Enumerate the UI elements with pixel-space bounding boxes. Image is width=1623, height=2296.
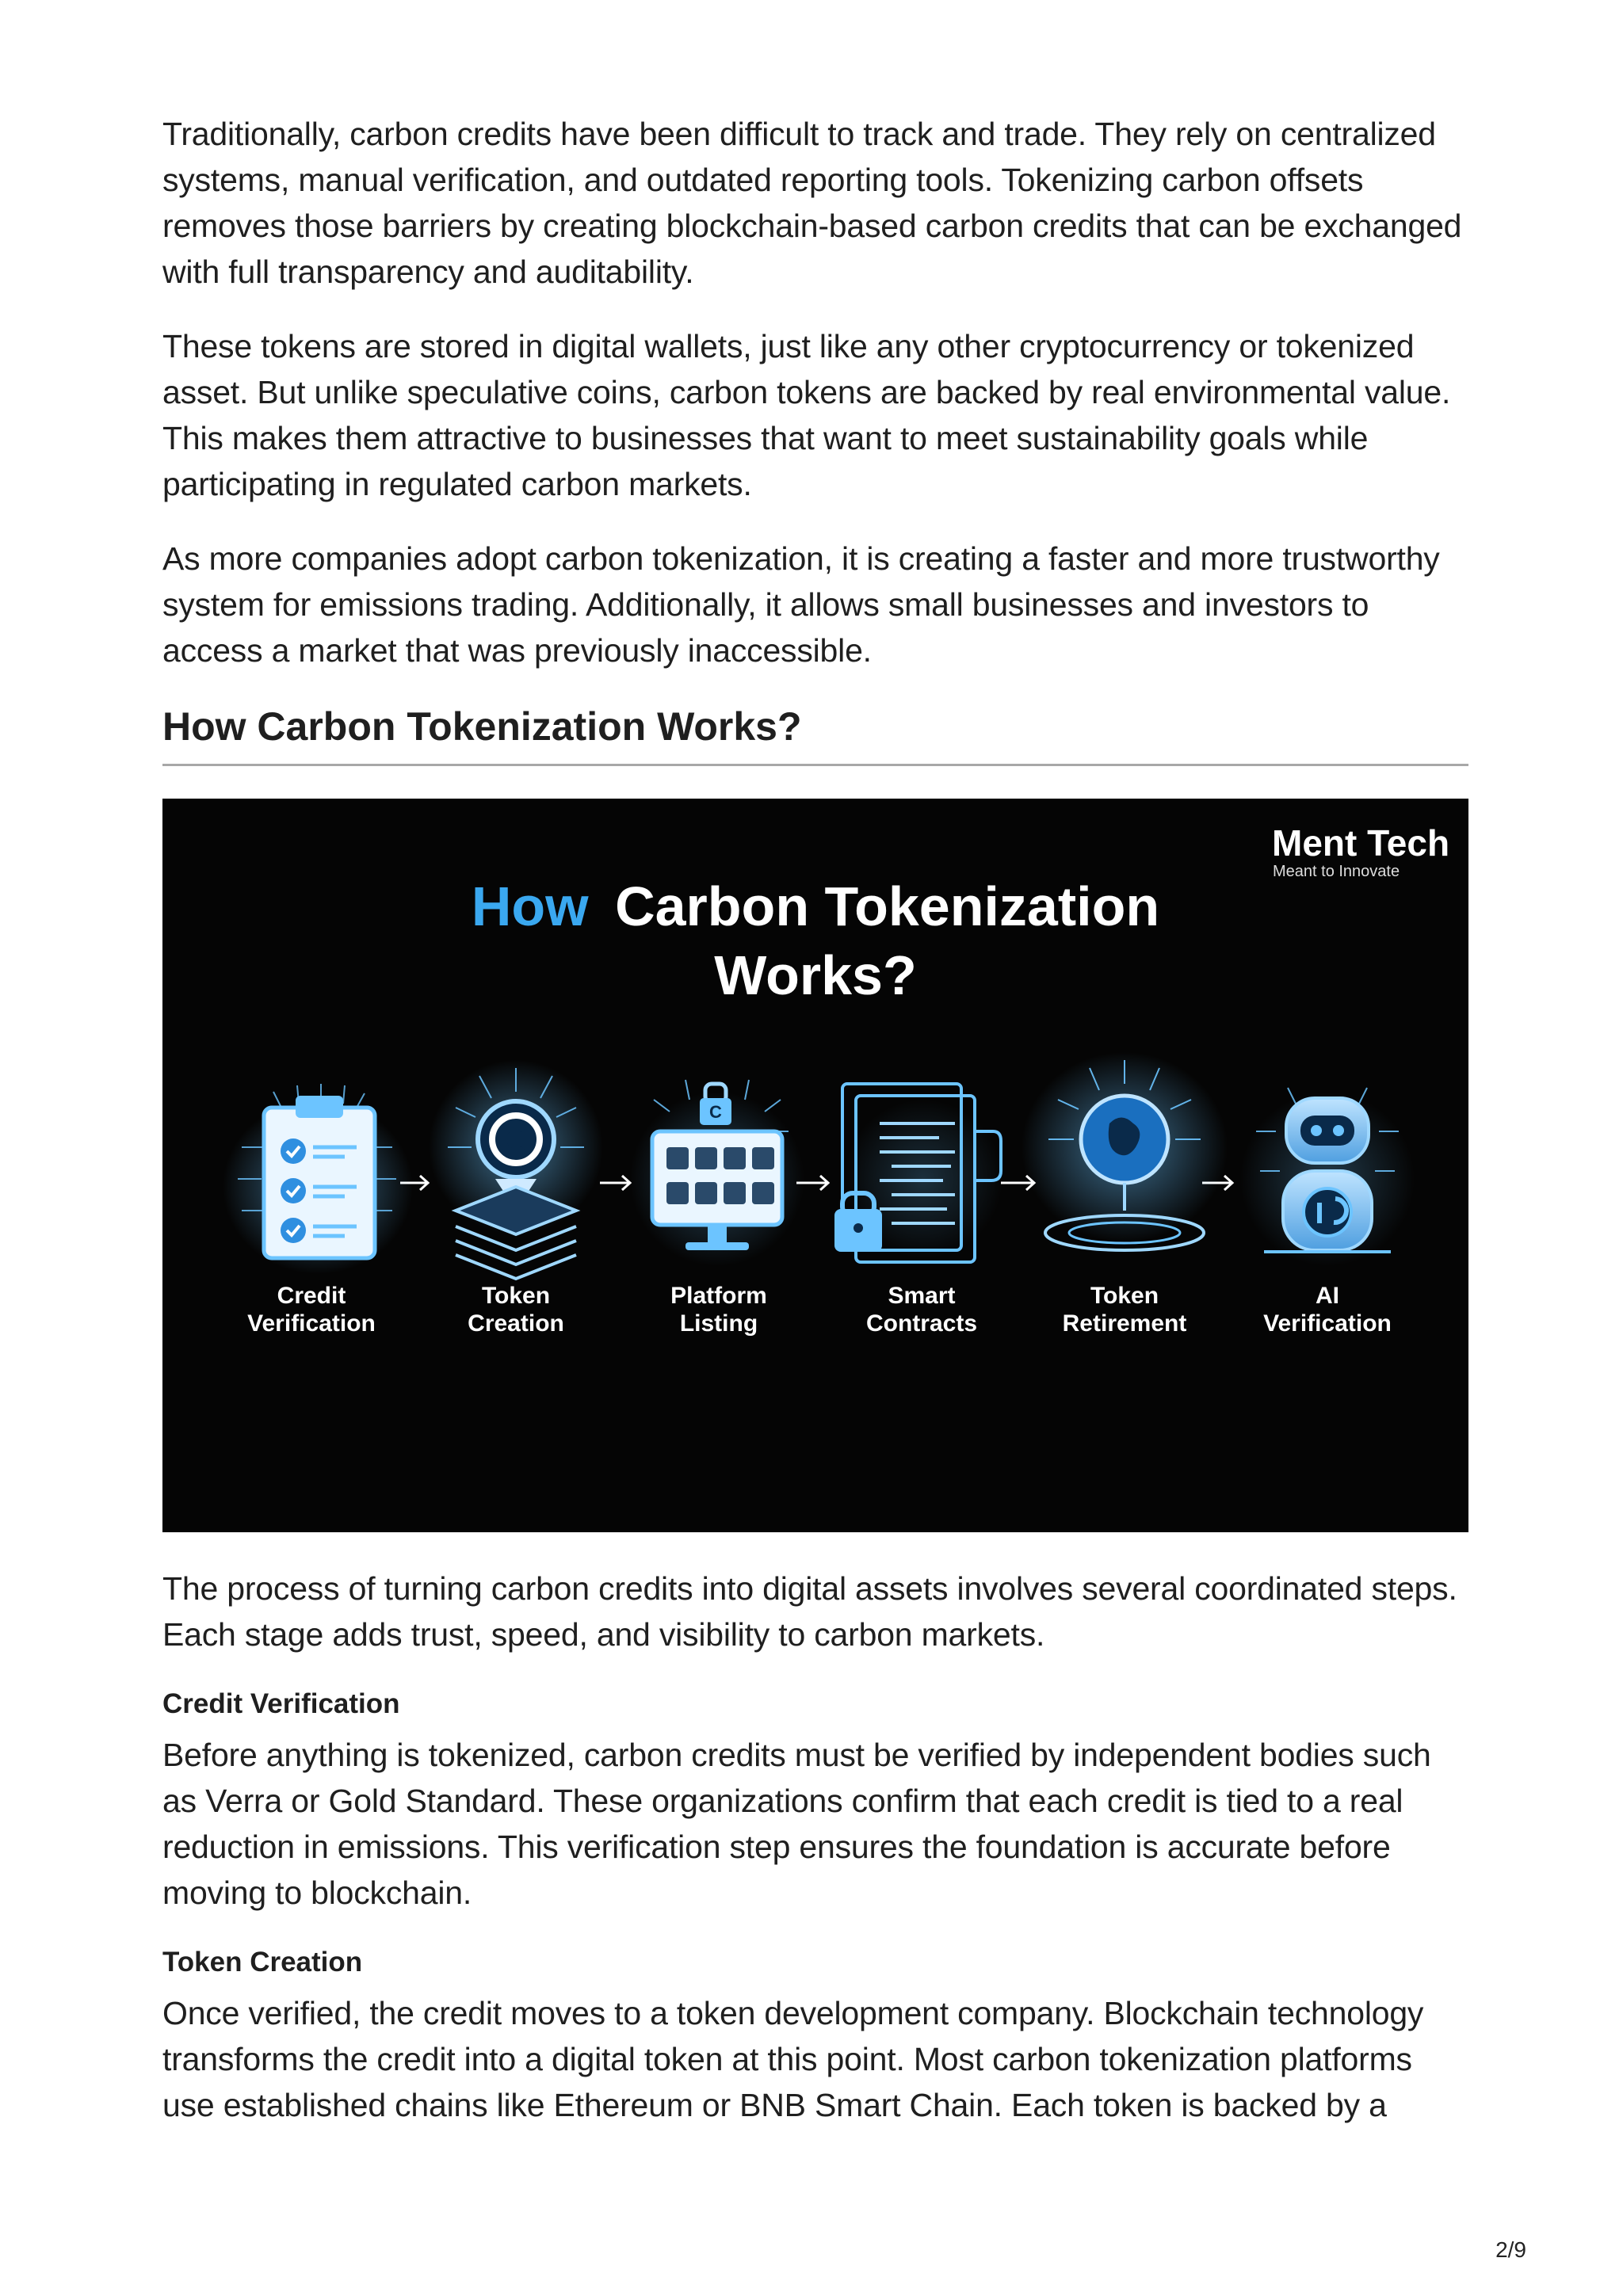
intro-paragraph-2: These tokens are stored in digital wallets, just like any other cryptocurrency or tokenized asset. But unlike speculative coins, carbon tokens are backed by real environmental value. This makes them attractive to businesses that want to meet sustainability goals while participating in regulated carbon markets. [162,328,1451,502]
globe-portal-icon [1022,1052,1228,1250]
contract-lock-icon [834,1084,1002,1262]
figure-title-highlight: How [471,875,589,937]
marketplace-screen-icon [630,1080,804,1266]
subheading-credit-verification: Credit Verification [162,1688,400,1719]
process-intro-paragraph: The process of turning carbon credits into digital assets involves several coordinated steps. Each stage adds trust, speed, and visibility to carbon markets. [162,1570,1457,1653]
step-4-label-line-2: Contracts [865,1310,978,1337]
step-4-label-line-1: Smart [888,1283,956,1309]
step-5-label-line-1: Token [1090,1283,1159,1309]
figure-title-rest: Carbon Tokenization [615,875,1160,937]
clipboard-checklist-icon [223,1084,413,1274]
step-3-label-line-1: Platform [670,1283,767,1309]
carbon-tokenization-infographic [162,799,1468,1532]
step-5-label-line-2: Retirement [1062,1310,1187,1337]
page-number: 2/9 [1495,2237,1526,2262]
figure-title-line-2: Works? [714,944,917,1006]
figure-title-line-1 [472,875,1159,937]
step-2-label-line-2: Creation [468,1310,564,1337]
step-6-label-line-2: Verification [1263,1310,1392,1337]
process-section [162,1566,1468,2128]
subheading-token-creation: Token Creation [162,1947,363,1978]
page-content [162,111,1468,2157]
step-6-label-line-1: AI [1316,1283,1339,1309]
brand-name: Ment Tech [1272,822,1450,864]
step-2-label-line-1: Token [481,1283,551,1309]
step-3-label-line-2: Listing [679,1310,758,1337]
brand-tagline: Meant to Innovate [1273,863,1400,880]
step-1-label-line-2: Verification [247,1310,376,1337]
intro-paragraph-1: Traditionally, carbon credits have been difficult to track and trade. They rely on centralized systems, manual verification, and outdated reporting tools. Tokenizing carbon offsets removes those barriers by creating blockchain-based carbon credits that can be exchanged with full transparency and auditability. [162,116,1462,290]
intro-paragraph-3: As more companies adopt carbon tokenization, it is creating a faster and more trustworthy system for emissions trading. Additionally, it allows small businesses and investors to access a market that was previously inaccessible. [162,540,1440,669]
section-heading: How Carbon Tokenization Works? [162,702,1468,766]
step-1-label-line-1: Credit [277,1283,346,1309]
credit-verification-paragraph: Before anything is tokenized, carbon credits must be verified by independent bodies such as Verra or Gold Standard. These organizations confirm that each credit is tied to a real reduction in emissions. This verification step ensures the foundation is accurate before moving to blockchain. [162,1737,1431,1911]
svg-text:C: C [709,1102,722,1122]
coin-layers-icon [429,1060,603,1279]
token-creation-paragraph: Once verified, the credit moves to a token development company. Blockchain technology transforms the credit into a digital token at this point. Most carbon tokenization platforms use established chains like Ethereum or BNB Smart Chain. Each token is backed by a [162,1995,1424,2123]
robot-icon [1240,1088,1415,1266]
